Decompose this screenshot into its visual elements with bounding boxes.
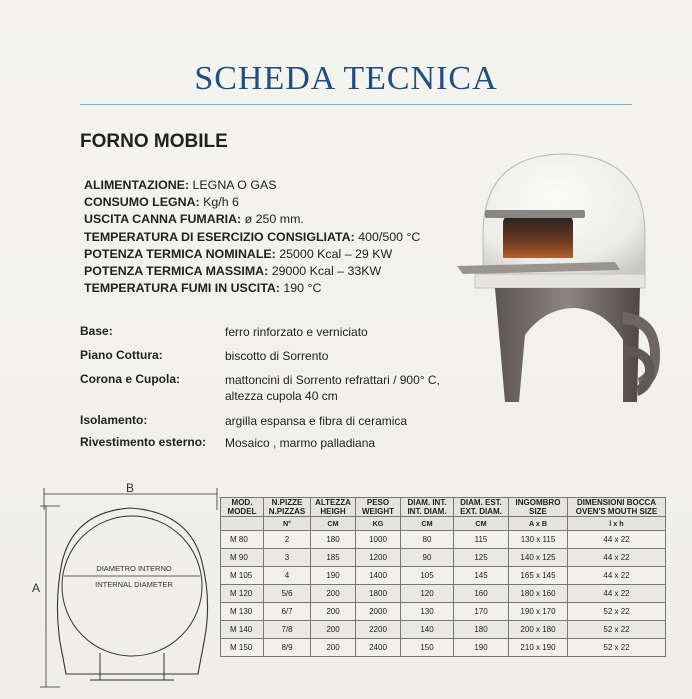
- table-cell: 1200: [356, 549, 401, 567]
- col-header-height: ALTEZZA HEIGH: [311, 498, 356, 517]
- detail-value: Mosaico , marmo palladiana: [225, 436, 376, 450]
- table-row: [221, 621, 666, 639]
- spec-list: [84, 177, 420, 297]
- table-cell: 200: [311, 639, 356, 657]
- table-header-row: [221, 498, 666, 517]
- table-cell: 130: [401, 603, 454, 621]
- col-header-ext-diam: DIAM. EST. EXT. DIAM.: [454, 498, 509, 517]
- table-cell: 200 x 180: [509, 621, 568, 639]
- table-cell: 140 x 125: [509, 549, 568, 567]
- dimension-diagram: [30, 482, 220, 697]
- unit-cell: N°: [264, 517, 311, 531]
- table-cell: 8/9: [264, 639, 311, 657]
- table-cell: 180: [311, 531, 356, 549]
- table-cell: 52 x 22: [568, 603, 666, 621]
- table-cell: 200: [311, 585, 356, 603]
- table-cell: 1000: [356, 531, 401, 549]
- table-cell: 4: [264, 567, 311, 585]
- table-cell: 190 x 170: [509, 603, 568, 621]
- table-cell: M 90: [221, 549, 264, 567]
- table-cell: 140: [401, 621, 454, 639]
- spec-label: CONSUMO LEGNA:: [84, 195, 200, 210]
- oven-mouth: [503, 216, 573, 258]
- product-name: FORNO MOBILE: [80, 131, 228, 152]
- table-cell: 170: [454, 603, 509, 621]
- spec-value: Kg/h 6: [199, 195, 239, 210]
- spec-row-potenza-nominale: [84, 246, 420, 263]
- table-cell: 6/7: [264, 603, 311, 621]
- table-cell: 200: [311, 621, 356, 639]
- detail-label: Piano Cottura:: [80, 348, 163, 362]
- table-cell: 80: [401, 531, 454, 549]
- unit-cell: KG: [356, 517, 401, 531]
- detail-label: Corona e Cupola:: [80, 372, 181, 386]
- detail-label: Base:: [80, 324, 113, 338]
- table-cell: M 130: [221, 603, 264, 621]
- table-cell: 120: [401, 585, 454, 603]
- dimension-a-label: A: [31, 581, 41, 595]
- spec-value: 190 °C: [279, 281, 322, 296]
- table-cell: M 120: [221, 585, 264, 603]
- table-cell: 44 x 22: [568, 567, 666, 585]
- table-cell: M 150: [221, 639, 264, 657]
- spec-label: TEMPERATURA DI ESERCIZIO CONSIGLIATA:: [84, 229, 355, 244]
- oven-image: [455, 140, 675, 430]
- spec-label: POTENZA TERMICA MASSIMA:: [84, 264, 269, 279]
- spec-row-temperatura-fumi: [84, 280, 420, 297]
- models-table: [220, 497, 666, 657]
- table-cell: 190: [454, 639, 509, 657]
- table-row: [221, 531, 666, 549]
- oven-ledge: [475, 274, 645, 288]
- col-header-pizzas: N.PIZZE N.PIZZAS: [264, 498, 311, 517]
- table-cell: 52 x 22: [568, 621, 666, 639]
- table-cell: 90: [401, 549, 454, 567]
- table-cell: 2200: [356, 621, 401, 639]
- spec-label: POTENZA TERMICA NOMINALE:: [84, 246, 276, 261]
- table-cell: 1400: [356, 567, 401, 585]
- table-cell: 3: [264, 549, 311, 567]
- table-row: [221, 567, 666, 585]
- spec-row-consumo-legna: [84, 194, 420, 211]
- detail-value: ferro rinforzato e verniciato: [225, 325, 368, 339]
- detail-value: mattoncini di Sorrento refrattari / 900° C,: [225, 373, 440, 387]
- table-units-row: [221, 517, 666, 531]
- spec-value: ø 250 mm.: [241, 212, 304, 227]
- detail-label: Rivestimento esterno:: [80, 435, 207, 449]
- table-cell: 44 x 22: [568, 549, 666, 567]
- oven-stand: [495, 288, 640, 402]
- table-cell: 145: [454, 567, 509, 585]
- unit-cell: CM: [401, 517, 454, 531]
- oven-mouth-frame: [485, 210, 585, 218]
- table-cell: 160: [454, 585, 509, 603]
- spec-label: ALIMENTAZIONE:: [84, 178, 190, 192]
- dimension-b-label: B: [125, 482, 135, 495]
- detail-label: Isolamento:: [80, 413, 148, 427]
- table-cell: 180: [454, 621, 509, 639]
- table-cell: 130 x 115: [509, 531, 568, 549]
- table-cell: M 80: [221, 531, 264, 549]
- spec-row-temperatura-esercizio: [84, 229, 420, 246]
- spec-value: 400/500 °C: [354, 229, 421, 244]
- spec-row-potenza-massima: [84, 263, 420, 280]
- table-cell: 150: [401, 639, 454, 657]
- table-cell: 44 x 22: [568, 585, 666, 603]
- col-header-weight: PESO WEIGHT: [356, 498, 401, 517]
- table-cell: 7/8: [264, 621, 311, 639]
- col-header-int-diam: DIAM. INT. INT. DIAM.: [401, 498, 454, 517]
- table-cell: M 140: [221, 621, 264, 639]
- table-row: [221, 639, 666, 657]
- table-cell: 185: [311, 549, 356, 567]
- table-row: [221, 585, 666, 603]
- title-divider: [80, 104, 632, 105]
- table-cell: 5/6: [264, 585, 311, 603]
- unit-cell: CM: [454, 517, 509, 531]
- col-header-model: MOD. MODEL: [221, 498, 264, 517]
- unit-cell: CM: [311, 517, 356, 531]
- table-cell: 165 x 145: [509, 567, 568, 585]
- table-cell: M 105: [221, 567, 264, 585]
- detail-value: biscotto di Sorrento: [225, 349, 329, 363]
- table-cell: 115: [454, 531, 509, 549]
- unit-cell: l x h: [568, 517, 666, 531]
- table-cell: 125: [454, 549, 509, 567]
- spec-label: TEMPERATURA FUMI IN USCITA:: [84, 281, 280, 296]
- unit-cell: [221, 517, 264, 531]
- table-cell: 200: [311, 603, 356, 621]
- table-row: [221, 603, 666, 621]
- table-cell: 2: [264, 531, 311, 549]
- spec-row-alimentazione: [84, 177, 420, 194]
- table-cell: 190: [311, 567, 356, 585]
- detail-value: argilla espansa e fibra di ceramica: [225, 414, 408, 428]
- unit-cell: A x B: [509, 517, 568, 531]
- table-cell: 180 x 160: [509, 585, 568, 603]
- spec-value: LEGNA O GAS: [189, 178, 277, 192]
- table-cell: 2400: [356, 639, 401, 657]
- spec-label: USCITA CANNA FUMARIA:: [84, 212, 242, 227]
- table-cell: 52 x 22: [568, 639, 666, 657]
- spec-value: 25000 Kcal – 29 KW: [275, 246, 393, 261]
- page-title: SCHEDA TECNICA: [194, 60, 498, 97]
- spec-row-uscita-canna: [84, 211, 420, 228]
- table-cell: 1800: [356, 585, 401, 603]
- detail-value-line2: altezza cupola 40 cm: [225, 389, 338, 403]
- table-cell: 2000: [356, 603, 401, 621]
- table-cell: 210 x 190: [509, 639, 568, 657]
- table-cell: 105: [401, 567, 454, 585]
- col-header-mouth: DIMENSIONI BOCCA OVEN'S MOUTH SIZE: [568, 498, 666, 517]
- table-cell: 44 x 22: [568, 531, 666, 549]
- internal-diameter-it: DIAMETRO INTERNO: [96, 564, 172, 573]
- spec-value: 29000 Kcal – 33KW: [268, 264, 382, 279]
- col-header-size: INGOMBRO SIZE: [509, 498, 568, 517]
- internal-diameter-en: INTERNAL DIAMETER: [95, 580, 173, 589]
- table-row: [221, 549, 666, 567]
